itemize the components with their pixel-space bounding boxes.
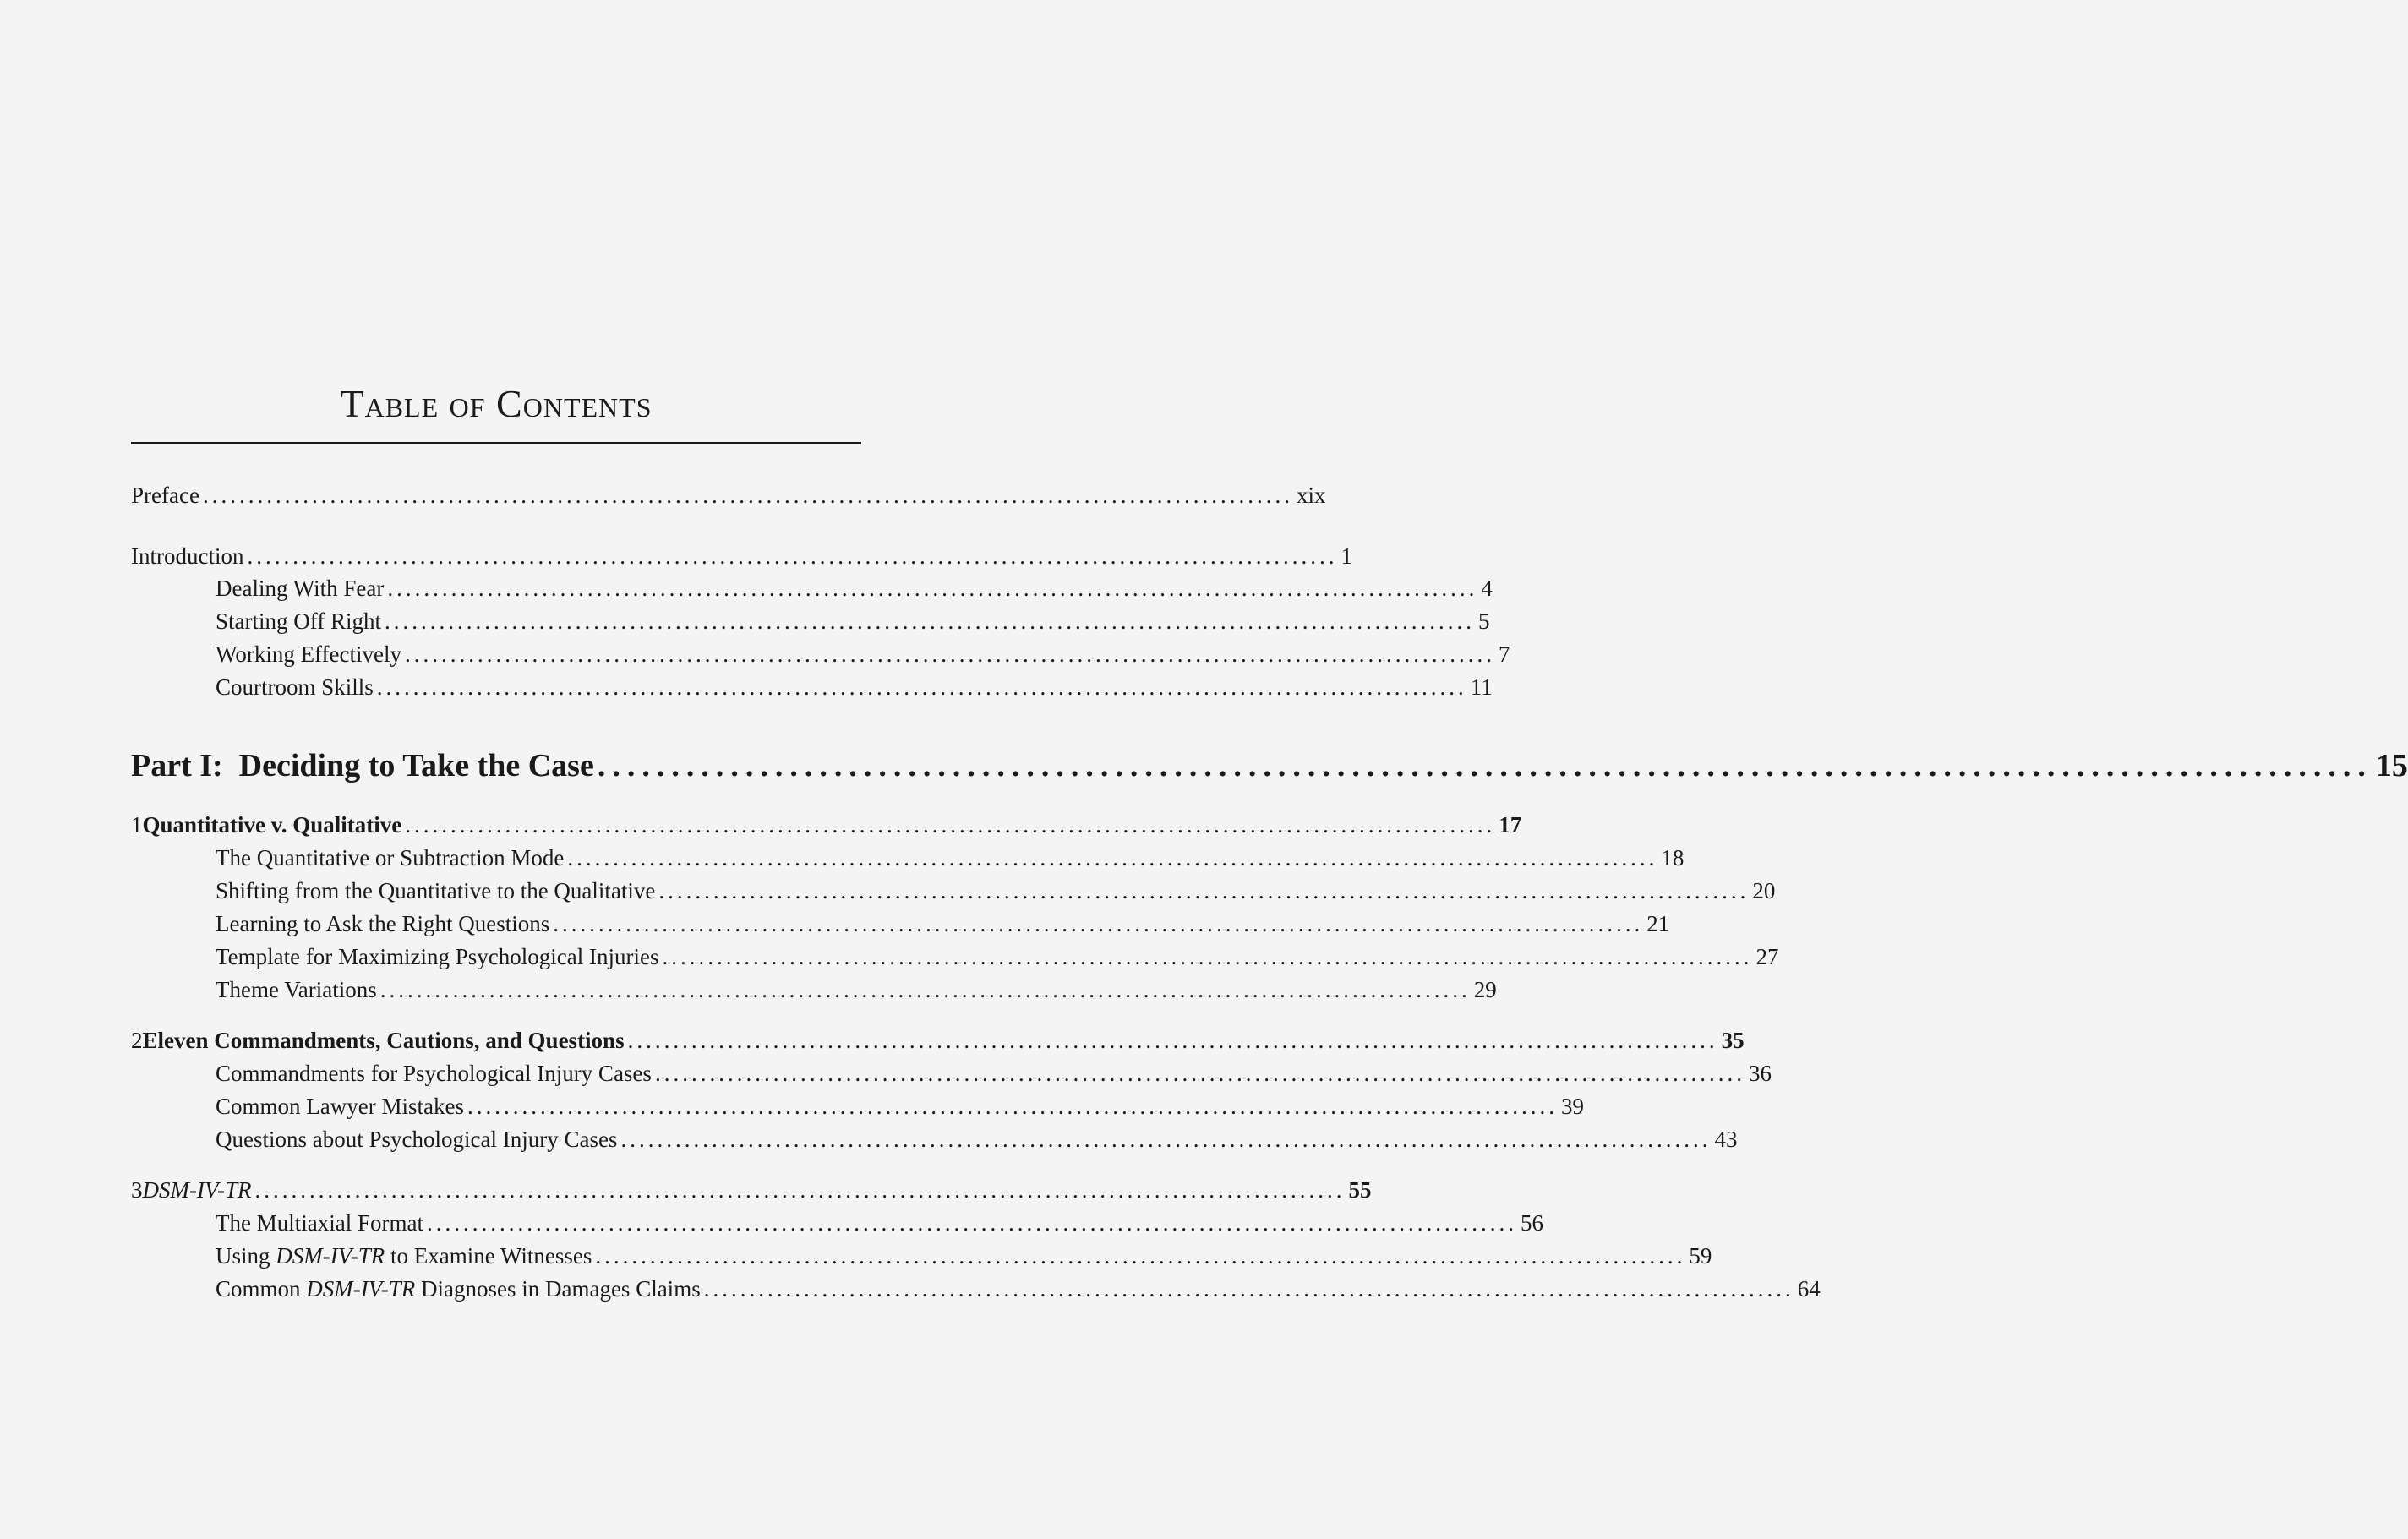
entry-label: Learning to Ask the Right Questions bbox=[216, 911, 550, 936]
entry-page: 5 bbox=[1478, 609, 1490, 634]
dot-leader: ........................................................................................................................ bbox=[376, 674, 1467, 700]
toc-entry-introduction[interactable] bbox=[131, 543, 1352, 569]
toc-entry-section[interactable] bbox=[131, 576, 1493, 601]
entry-page: 36 bbox=[1748, 1061, 1772, 1086]
toc-entry-section[interactable] bbox=[131, 1127, 1738, 1152]
entry-page: 59 bbox=[1689, 1243, 1712, 1269]
entry-label: Quantitative v. Qualitative bbox=[142, 812, 402, 838]
dot-leader: ........................................................................................................................ bbox=[703, 1276, 1794, 1302]
label-post: Diagnoses in Damages Claims bbox=[415, 1276, 701, 1302]
dot-leader: ........................................................................................................................ bbox=[627, 1028, 1718, 1053]
dot-leader: ........................................................................................................................ bbox=[658, 878, 1750, 903]
entry-page: 35 bbox=[1721, 1028, 1745, 1053]
entry-label: Shifting from the Quantitative to the Qualitative bbox=[216, 878, 656, 903]
entry-label: Introduction bbox=[131, 543, 244, 569]
entry-page: 18 bbox=[1661, 845, 1685, 870]
toc-entry-section[interactable] bbox=[131, 674, 1493, 700]
entry-label: The Multiaxial Format bbox=[216, 1210, 423, 1236]
dot-leader: ........................................................................................................................ bbox=[387, 576, 1478, 601]
dot-leader: ........................................................................................................................ bbox=[467, 1094, 1558, 1119]
dot-leader: ........................................................................................................................ bbox=[595, 1243, 1686, 1269]
toc-entry-preface[interactable] bbox=[131, 483, 1326, 508]
toc-entry-section[interactable] bbox=[131, 1276, 1821, 1302]
entry-label: Preface bbox=[131, 483, 199, 508]
entry-page: 29 bbox=[1473, 977, 1497, 1002]
entry-label: Part I: Deciding to Take the Case bbox=[131, 748, 594, 783]
dot-leader: ........................................................................................................................ bbox=[553, 911, 1644, 936]
dot-leader: ........................................................................................................................ bbox=[254, 1177, 1346, 1203]
entry-label: Theme Variations bbox=[216, 977, 377, 1002]
toc-entry-section[interactable] bbox=[131, 944, 1779, 969]
entry-page: 55 bbox=[1348, 1177, 1372, 1203]
chapter-number: 2 bbox=[131, 1028, 143, 1053]
toc-entry-section[interactable] bbox=[131, 1094, 1584, 1119]
chapter-number: 1 bbox=[131, 812, 143, 838]
entry-label: Working Effectively bbox=[216, 641, 402, 667]
entry-label: Questions about Psychological Injury Cases bbox=[216, 1127, 618, 1152]
entry-page: 15 bbox=[2375, 748, 2408, 783]
entry-page: 39 bbox=[1560, 1094, 1584, 1119]
entry-label: Eleven Commandments, Cautions, and Questions bbox=[142, 1028, 625, 1053]
entry-page: 20 bbox=[1752, 878, 1776, 903]
entry-page: 7 bbox=[1499, 641, 1510, 667]
entry-label: Starting Off Right bbox=[216, 609, 382, 634]
toc-entry-chapter[interactable] bbox=[131, 812, 1522, 838]
toc-entry-section[interactable] bbox=[131, 1243, 1712, 1269]
entry-label bbox=[216, 1278, 701, 1301]
toc-entry-chapter[interactable] bbox=[131, 1028, 1745, 1053]
entry-label: Courtroom Skills bbox=[216, 674, 374, 700]
entry-label: Template for Maximizing Psychological Injuries bbox=[216, 944, 659, 969]
toc-entry-section[interactable] bbox=[131, 1210, 1543, 1236]
entry-page: 4 bbox=[1481, 576, 1493, 601]
entry-label: Dealing With Fear bbox=[216, 576, 385, 601]
toc-entry-section[interactable] bbox=[131, 977, 1497, 1002]
dot-leader: ........................................................................................................................ bbox=[662, 944, 1753, 969]
entry-page: 43 bbox=[1714, 1127, 1738, 1152]
entry-label: Common Lawyer Mistakes bbox=[216, 1094, 464, 1119]
label-pre: Common bbox=[216, 1276, 307, 1302]
entry-page: 56 bbox=[1520, 1210, 1543, 1236]
toc-entry-section[interactable] bbox=[131, 1061, 1772, 1086]
dot-leader: ........................................................................................................................ bbox=[654, 1061, 1745, 1086]
entry-label-italic: DSM-IV-TR bbox=[142, 1177, 252, 1203]
toc-title: Table of Contents bbox=[340, 382, 653, 425]
label-post: to Examine Witnesses bbox=[385, 1243, 592, 1269]
entry-page: 11 bbox=[1470, 674, 1493, 700]
entry-label: Commandments for Psychological Injury Cases bbox=[216, 1061, 652, 1086]
chapter-number: 3 bbox=[131, 1177, 143, 1203]
entry-label bbox=[216, 1245, 592, 1268]
dot-leader: ........................................................................................................................ bbox=[567, 845, 1658, 870]
dot-leader: ........................................................................................................................ bbox=[385, 609, 1476, 634]
entry-page: 64 bbox=[1797, 1276, 1821, 1302]
toc-entry-section[interactable] bbox=[131, 911, 1670, 936]
dot-leader: ........................................................................................................................ bbox=[202, 483, 1293, 508]
toc-page bbox=[131, 382, 2408, 1302]
dot-leader: ........................................................................................................................ bbox=[379, 977, 1471, 1002]
label-em: DSM-IV-TR bbox=[276, 1243, 385, 1269]
entry-label: The Quantitative or Subtraction Mode bbox=[216, 845, 565, 870]
entry-page: 27 bbox=[1755, 944, 1779, 969]
dot-leader: ........................................................................................................................ bbox=[247, 543, 1338, 569]
toc-entry-part[interactable] bbox=[131, 748, 2408, 783]
entry-page: xix bbox=[1296, 483, 1326, 508]
toc-entry-section[interactable] bbox=[131, 641, 1510, 667]
dot-leader: ........................................................................................................................ bbox=[405, 812, 1496, 838]
entry-page: 1 bbox=[1341, 543, 1352, 569]
label-pre: Using bbox=[216, 1243, 276, 1269]
title-rule bbox=[131, 442, 861, 444]
toc-entry-section[interactable] bbox=[131, 609, 1490, 634]
label-em: DSM-IV-TR bbox=[306, 1276, 416, 1302]
entry-page: 21 bbox=[1646, 911, 1670, 936]
toc-entry-section[interactable] bbox=[131, 878, 1776, 903]
dot-leader: ........................................................................................................................ bbox=[597, 748, 2373, 783]
toc-entry-section[interactable] bbox=[131, 845, 1685, 870]
entry-page: 17 bbox=[1499, 812, 1522, 838]
dot-leader: ........................................................................................................................ bbox=[426, 1210, 1517, 1236]
entry-label bbox=[143, 1179, 252, 1202]
toc-entry-chapter[interactable] bbox=[131, 1177, 1372, 1203]
dot-leader: ........................................................................................................................ bbox=[620, 1127, 1712, 1152]
dot-leader: ........................................................................................................................ bbox=[405, 641, 1496, 667]
